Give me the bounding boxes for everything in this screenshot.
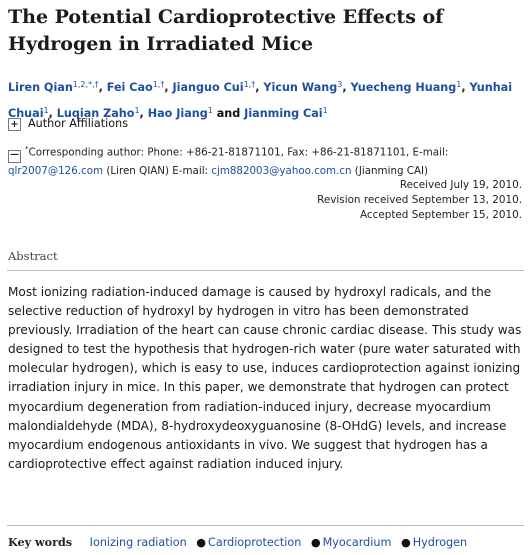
keyword-link[interactable]: Hydrogen: [412, 536, 468, 549]
author-link[interactable]: Fei Cao$^{1,\dagger}$: [106, 80, 165, 94]
keyword-link[interactable]: Cardioprotection: [208, 536, 302, 549]
divider: [7, 525, 524, 526]
revised-date: Revision received September 13, 2010.: [317, 194, 522, 206]
author-link[interactable]: Yicun Wang$^3$: [263, 80, 343, 94]
keywords-row: [8, 534, 467, 551]
keywords-heading: Key words: [8, 535, 73, 549]
article-title: The Potential Cardioprotective Effects of Hydrogen in Irradiated Mice: [8, 6, 444, 55]
abstract-text: Most ionizing radiation-induced damage is caused by hydroxyl radicals, and the selective reduction of hydroxyl by hydrogen in vitro has been demonstrated previously. Irradiation of the heart can cause chronic cardiac disease. This study was designed to test the hypothesis that hydrogen-rich water (pure water saturated with molecular hydrogen), which is easy to use, induces cardioprotection against ionizing irradiation injury in mice. In this paper, we demonstrate that hydrogen can protect myocardium degeneration from radiation-induced injury, decrease myocardium malondialdehyde (MDA), 8-hydroxydeoxyguanosine (8-OHdG) levels, and increase myocardium endogenous antioxidants in vivo. We suggest that hydrogen has a cardioprotective effect against radiation induced injury.: [8, 285, 522, 471]
bullet-icon: ●: [196, 536, 207, 549]
author-link[interactable]: Hao Jiang$^1$: [147, 106, 213, 120]
keyword-link[interactable]: Myocardium: [322, 536, 392, 549]
received-date: Received July 19, 2010.: [399, 179, 522, 191]
author-link[interactable]: Liren Qian$^{1,2,*,\dagger}$: [8, 80, 99, 94]
author-link[interactable]: Yuecheng Huang$^1$: [350, 80, 462, 94]
author-link[interactable]: Luqian Zaho$^1$: [56, 106, 140, 120]
accepted-date: Accepted September 15, 2010.: [359, 209, 522, 221]
collapse-icon[interactable]: —: [8, 150, 21, 163]
corresponding-author: —*Corresponding author: Phone: +86-21-81871101, Fax: +86-21-81871101, E-mail: qlr2007@126.com (Liren QIAN) E-mail: cjm882003@yahoo.com.cn (Jianming CAI): [8, 145, 449, 178]
expand-icon[interactable]: +: [8, 118, 21, 131]
author-list: Liren Qian$^{1,2,*,\dagger}$, Fei Cao$^{1,\dagger}$, Jianguo Cui$^{1,\dagger}$, Yicun Wang$^3$, Yuecheng Huang$^1$, Yunhai Chuai$^1$, Luqian Zaho$^1$, Hao Jiang$^1$ and Jianming Cai$^1$: [8, 80, 513, 120]
divider: [7, 270, 524, 271]
author-link[interactable]: Jianguo Cui$^{1,\dagger}$: [172, 80, 256, 94]
bullet-icon: ●: [400, 536, 411, 549]
bullet-icon: ●: [310, 536, 321, 549]
email-link-qian[interactable]: qlr2007@126.com: [8, 165, 104, 178]
abstract-heading: Abstract: [8, 249, 58, 263]
author-affiliations-toggle[interactable]: [8, 116, 128, 132]
keyword-link[interactable]: Ionizing radiation: [89, 536, 187, 549]
author-link[interactable]: Yunhai Chuai$^1$: [8, 81, 513, 120]
and-word: and: [216, 107, 241, 120]
article-dates: [317, 178, 522, 223]
author-link[interactable]: Jianming Cai$^1$: [244, 106, 328, 120]
email-link-cai[interactable]: cjm882003@yahoo.com.cn: [211, 165, 352, 178]
affiliations-label: Author Affiliations: [28, 117, 129, 130]
